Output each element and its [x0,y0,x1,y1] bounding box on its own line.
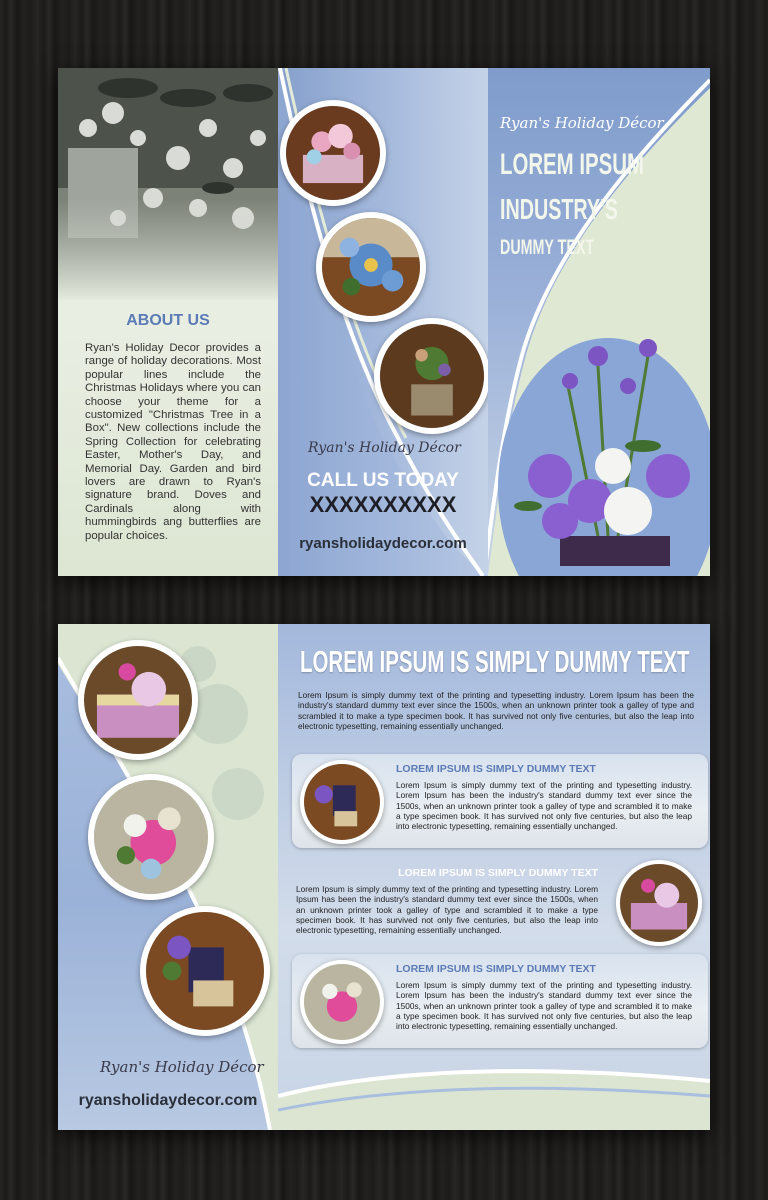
card-3-title: LOREM IPSUM IS SIMPLY DUMMY TEXT [396,963,596,975]
purple-bag-photo [140,906,270,1036]
feature-card-1 [292,754,708,848]
card-3-body: Lorem Ipsum is simply dummy text of the printing and typesetting industry. Lorem Ipsum has been the industry's standard dummy text ever since the 1500s, when an unknown printer took a galley of type and scrambled it to make a type specimen book. It has survived not only five centuries, but also the leap into electronic typesetting, remaining essentially unchanged. [396,980,692,1032]
card-2-title: LOREM IPSUM IS SIMPLY DUMMY TEXT [398,867,598,879]
website-front: ryansholidaydecor.com [299,535,467,552]
contact-panel [278,68,488,576]
card-2-body: Lorem Ipsum is simply dummy text of the printing and typesetting industry. Lorem Ipsum has been the industry's standard dummy text ever since the 1500s, when an unknown printer took a galley of type and scrambled it to make a type specimen book. It has survived not only five centuries, but also the leap into electronic typesetting, remaining essentially unchanged. [296,884,598,936]
card-1-title: LOREM IPSUM IS SIMPLY DUMMY TEXT [396,763,596,775]
about-panel [58,68,278,576]
phone-number: XXXXXXXXXX [309,492,457,517]
card-1-body: Lorem Ipsum is simply dummy text of the printing and typesetting industry. Lorem Ipsum has been the industry's standard dummy text ever since the 1500s, when an unknown printer took a galley of type and scrambled it to make a type specimen book. It has survived not only five centuries, but also the leap into electronic typesetting, remaining essentially unchanged. [396,780,692,832]
brochure-front [58,68,710,576]
cover-title-line2: INDUSTRY'S [500,194,618,226]
card-2-photo [616,860,702,946]
logo-middle: Ryan's Holiday Décor [308,440,461,456]
back-headline: LOREM IPSUM IS SIMPLY DUMMY TEXT [300,644,690,679]
blue-flowers-photo [316,212,426,322]
cover-bouquet-image [488,326,710,576]
arrangement-box-photo [374,318,488,434]
about-body: Ryan's Holiday Decor provides a range of holiday decorations. Most popular lines include the Christmas Holidays where you can choose your theme for a customized "Christmas Tree in a Box". New collections include the Spring Collection for celebrating Easter, Mother's Day, and Memorial Day. Garden and bird lovers are drawn to Ryan's signature brand. Doves and Cardinals along with hummingbirds ang butterflies are popular choices. [85,342,261,542]
cover-panel [488,68,710,576]
about-photo [58,68,278,300]
call-label: CALL US TODAY [307,470,459,491]
website-back: ryansholidaydecor.com [78,1092,258,1109]
gift-box-photo [78,640,198,760]
feature-card-3 [292,954,708,1048]
back-content-panel [278,624,710,1130]
card-1-photo [300,760,384,844]
back-left-panel [58,624,278,1130]
cover-title-line3: DUMMY TEXT [500,236,595,259]
cover-title-line1: LOREM IPSUM [500,148,644,181]
brochure-back [58,624,710,1130]
logo-back: Ryan's Holiday Décor [100,1058,264,1076]
about-heading: ABOUT US [126,312,210,329]
feature-card-2 [292,858,708,952]
pink-flowers-photo [88,774,214,900]
logo-cover: Ryan's Holiday Décor [500,114,664,132]
card-3-photo [300,960,384,1044]
flower-arrangement-photo [280,100,386,206]
back-intro: Lorem Ipsum is simply dummy text of the printing and typesetting industry. Lorem Ipsum has been the industry's standard dummy text ever since the 1500s, when an unknown printer took a galley of type and scrambled it to make a type specimen book. It has survived not only five centuries, but also the leap into electronic typesetting, remaining essentially unchanged. [298,690,694,731]
